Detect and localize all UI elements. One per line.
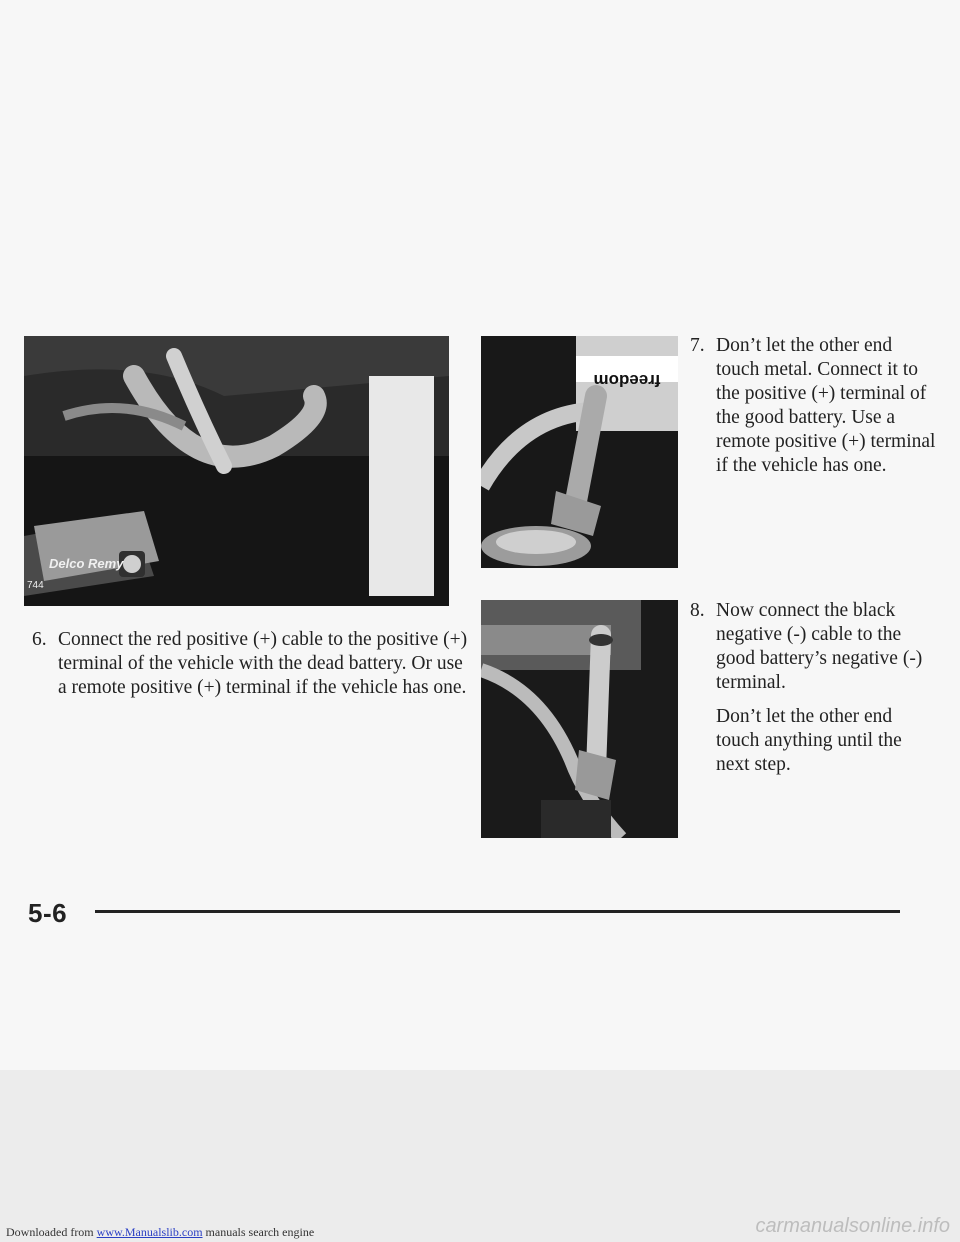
footer-rule xyxy=(95,910,900,913)
watermark: carmanualsonline.info xyxy=(755,1215,950,1237)
step-note: Don’t let the other end touch anything until the next step. xyxy=(716,706,902,775)
battery-cable-photo xyxy=(24,336,449,606)
step-text: Connect the red positive (+) cable to the positive (+) terminal of the vehicle with the dead battery. Or use a remote positive (+) terminal if the vehicle has one. xyxy=(58,629,468,698)
battery-brand-label: Delco Remy xyxy=(49,556,124,571)
step-6 xyxy=(32,628,472,700)
positive-terminal-illustration xyxy=(481,336,678,568)
step-number: 8. xyxy=(690,600,705,621)
download-notice xyxy=(6,1225,314,1240)
download-suffix: manuals search engine xyxy=(205,1225,315,1239)
step-text: Now connect the black negative (-) cable to the good battery’s negative (-) terminal. xyxy=(716,600,923,693)
positive-terminal-photo xyxy=(481,336,678,568)
battery-top-label: freedom xyxy=(593,371,661,390)
manualslib-link[interactable]: www.Manualslib.com xyxy=(96,1225,203,1239)
step-8 xyxy=(690,599,940,777)
download-prefix: Downloaded from xyxy=(6,1225,94,1239)
step-7 xyxy=(690,334,940,478)
page-number: 5-6 xyxy=(28,898,68,928)
step-number: 6. xyxy=(32,629,47,650)
negative-terminal-photo xyxy=(481,600,678,838)
negative-terminal-illustration xyxy=(481,600,678,838)
step-text: Don’t let the other end touch metal. Connect it to the positive (+) terminal of the good battery. Use a remote positive (+) terminal if the vehicle has one. xyxy=(716,335,936,476)
battery-cable-illustration xyxy=(24,336,449,606)
step-number: 7. xyxy=(690,335,705,356)
battery-code-label: 744 xyxy=(27,580,44,591)
